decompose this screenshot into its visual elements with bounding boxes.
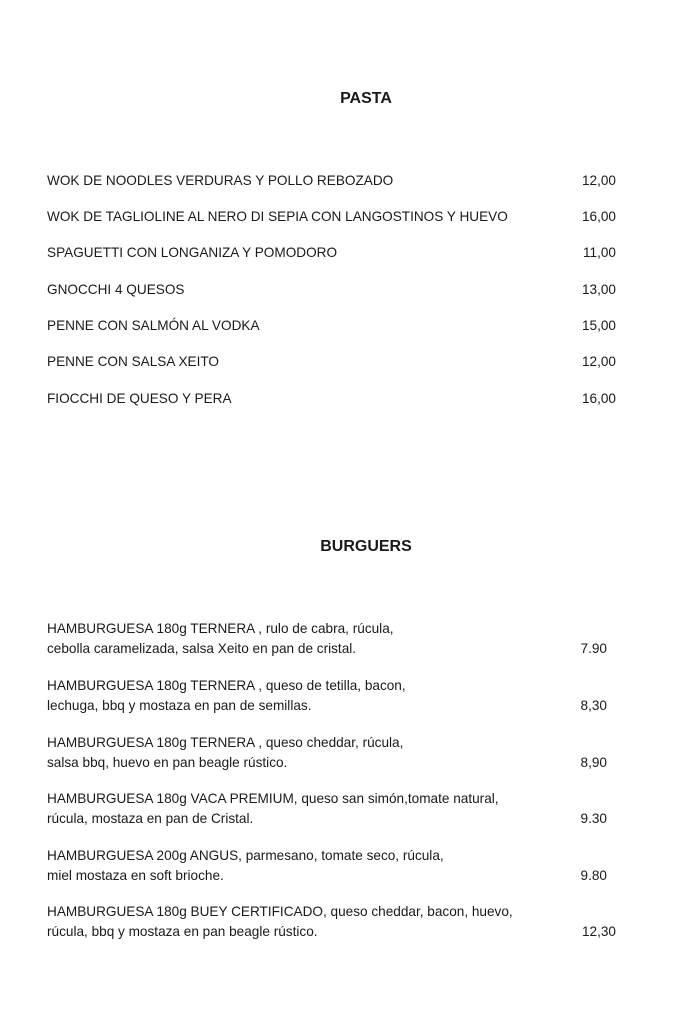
item-price: 12,00 bbox=[581, 173, 616, 188]
item-name: PENNE CON SALSA XEITO bbox=[47, 354, 219, 369]
item-price: 7.90 bbox=[580, 641, 607, 656]
item-price: 12,00 bbox=[581, 354, 616, 369]
menu-item bbox=[47, 281, 616, 299]
menu-item bbox=[47, 390, 616, 408]
item-description-line1: HAMBURGUESA 200g ANGUS, parmesano, tomate seco, rúcula, bbox=[47, 848, 444, 863]
item-price: 9.80 bbox=[580, 868, 607, 883]
item-name: WOK DE NOODLES VERDURAS Y POLLO REBOZADO bbox=[47, 173, 394, 188]
menu-item bbox=[47, 733, 616, 773]
item-price: 13,00 bbox=[581, 282, 616, 297]
menu-item bbox=[47, 846, 616, 886]
menu-item bbox=[47, 244, 616, 262]
item-name: FIOCCHI DE QUESO Y PERA bbox=[47, 391, 232, 406]
item-price: 8,30 bbox=[580, 698, 607, 713]
menu-item bbox=[47, 353, 616, 371]
item-description-line2: rúcula, mostaza en pan de Cristal. bbox=[47, 811, 254, 826]
item-price: 9.30 bbox=[580, 811, 607, 826]
item-description-line1: HAMBURGUESA 180g BUEY CERTIFICADO, queso cheddar, bacon, huevo, bbox=[47, 904, 513, 919]
section-title-pasta: PASTA bbox=[340, 90, 392, 107]
menu-item bbox=[47, 317, 616, 335]
item-description-line2: salsa bbq, huevo en pan beagle rústico. bbox=[47, 755, 288, 770]
item-price: 12,30 bbox=[581, 924, 616, 939]
item-price: 16,00 bbox=[581, 209, 616, 224]
item-description-line2: miel mostaza en soft brioche. bbox=[47, 868, 224, 883]
item-description-line2: cebolla caramelizada, salsa Xeito en pan de cristal. bbox=[47, 641, 357, 656]
item-description-line1: HAMBURGUESA 180g TERNERA , rulo de cabra, rúcula, bbox=[47, 621, 394, 636]
item-description-line2: rúcula, bbq y mostaza en pan beagle rústico. bbox=[47, 924, 318, 939]
item-description-line1: HAMBURGUESA 180g TERNERA , queso cheddar, rúcula, bbox=[47, 735, 404, 750]
item-price: 11,00 bbox=[582, 245, 616, 260]
menu-item bbox=[47, 172, 616, 190]
item-price: 16,00 bbox=[581, 391, 616, 406]
item-name: SPAGUETTI CON LONGANIZA Y POMODORO bbox=[47, 245, 338, 260]
menu-item bbox=[47, 789, 616, 829]
section-title-burgers: BURGUERS bbox=[320, 538, 412, 555]
item-name: PENNE CON SALMÓN AL VODKA bbox=[47, 318, 260, 333]
menu-item bbox=[47, 619, 616, 659]
item-price: 8,90 bbox=[580, 755, 607, 770]
menu-item bbox=[47, 902, 616, 942]
item-name: WOK DE TAGLIOLINE AL NERO DI SEPIA CON LANGOSTINOS Y HUEVO bbox=[47, 209, 508, 224]
item-name: GNOCCHI 4 QUESOS bbox=[47, 282, 185, 297]
item-description-line1: HAMBURGUESA 180g VACA PREMIUM, queso san simón,tomate natural, bbox=[47, 791, 499, 806]
item-price: 15,00 bbox=[581, 318, 616, 333]
menu-item bbox=[47, 676, 616, 716]
item-description-line1: HAMBURGUESA 180g TERNERA , queso de tetilla, bacon, bbox=[47, 678, 406, 693]
item-description-line2: lechuga, bbq y mostaza en pan de semillas. bbox=[47, 698, 312, 713]
menu-item bbox=[47, 208, 616, 226]
